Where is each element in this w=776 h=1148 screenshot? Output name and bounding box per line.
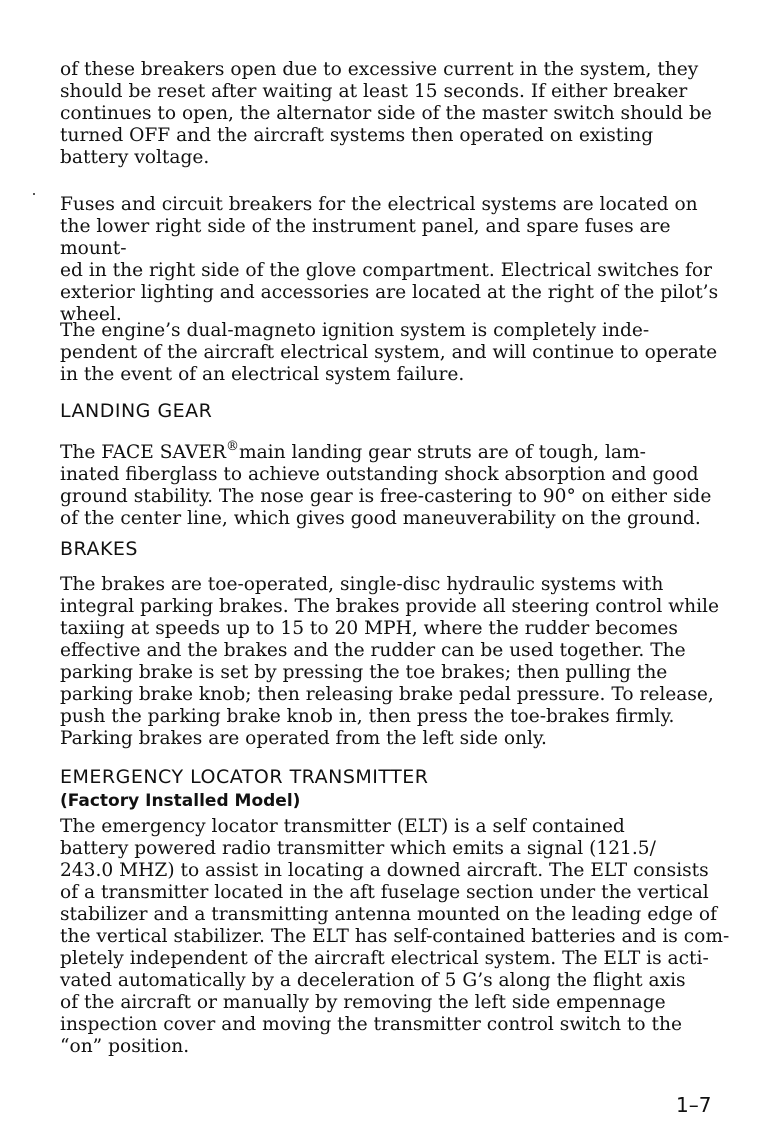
heading-elt: EMERGENCY LOCATOR TRANSMITTER bbox=[60, 766, 429, 788]
scan-speck bbox=[33, 193, 35, 195]
heading-landing-gear: LANDING GEAR bbox=[60, 400, 213, 422]
paragraph-landing-gear bbox=[60, 436, 730, 530]
registered-mark: ® bbox=[225, 439, 239, 454]
paragraph-brakes: The brakes are toe-operated, single-disc hydraulic systems with integral parking brakes. The brakes provide all steering control while taxiing at speeds up to 15 to 20 MPH, where the rudder becomes effective and the brakes and the rudder can be used together. The parking brake is set by pressing the toe brakes; then pulling the parking brake knob; then releasing brake pedal pressure. To release, push the parking brake knob in, then press the toe-brakes firmly. Parking brakes are operated from the left side only. bbox=[60, 574, 719, 749]
page-number: 1–7 bbox=[676, 1093, 712, 1117]
heading-brakes: BRAKES bbox=[60, 538, 138, 560]
subheading-elt-model: (Factory Installed Model) bbox=[60, 791, 301, 811]
landing-lead-text: The FACE SAVER bbox=[60, 442, 226, 463]
paragraph-elt: The emergency locator transmitter (ELT) is a self contained battery powered radio transmitter which emits a signal (121.5/ 243.0 MHZ) to assist in locating a downed aircraft. The ELT consists of a transmitter located in the aft fuselage section under the vertical stabilizer and a transmitting antenna mounted on the leading edge of the vertical stabilizer. The ELT has self-contained batteries and is com- pletely independent of the aircraft electrical system. The ELT is acti- vated automatically by a deceleration of 5 G’s along the flight axis of the aircraft or manually by removing the left side empennage inspection cover and moving the transmitter control switch to the “on” position. bbox=[60, 816, 730, 1057]
paragraph-fuses: Fuses and circuit breakers for the electrical systems are located on the lower right side of the instrument panel, and spare fuses are mount- ed in the right side of the glove compartment. Electrical switches for exterior lighting and accessories are located at the right of the pilot’s wheel. bbox=[60, 194, 719, 325]
paragraph-ignition: The engine’s dual-magneto ignition system is completely inde- pendent of the aircraft electrical system, and will continue to operate in the event of an electrical system failure. bbox=[60, 320, 718, 385]
landing-rest-text: main landing gear struts are of tough, lam- inated fiberglass to achieve outstanding shock absorption and good ground stability. The nose gear is free-castering to 90° on either side of the center line, which gives good maneuverability on the ground. bbox=[60, 442, 712, 529]
paragraph-breakers: of these breakers open due to excessive current in the system, they should be reset after waiting at least 15 seconds. If either breaker continues to open, the alternator side of the master switch should be turned OFF and the aircraft systems then operated on existing battery voltage. bbox=[60, 59, 712, 168]
